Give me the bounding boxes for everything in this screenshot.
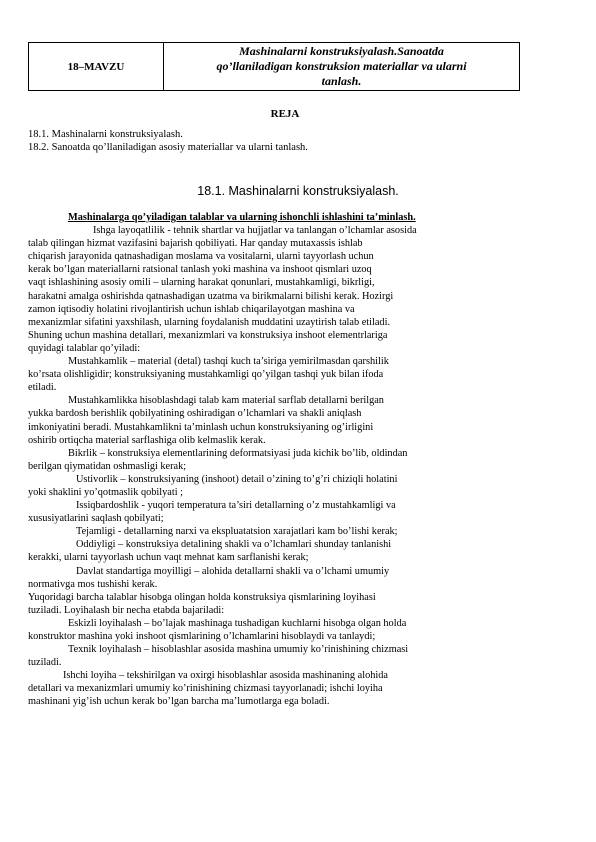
body-line: kerakki, ularni tayyorlash uchun vaqt mehnat kam sarflanishi kerak; [28, 552, 309, 564]
topic-title [164, 43, 520, 91]
body-line: quyidagi talablar qo’yiladi: [28, 342, 141, 354]
topic-header-table [28, 42, 520, 91]
body-line: chiqarish jarayonida qatnashadigan moslama va vositalarni, ularni tayyorlash uchun [28, 251, 374, 263]
body-line: Mustahkamlik – material (detal) tashqi kuch ta’siriga yemirilmasdan qarshilik [68, 356, 389, 368]
body-line: normativga mos tushishi kerak. [28, 578, 158, 590]
body-line: tuziladi. [28, 657, 62, 669]
body-line: talab qilingan hizmat vazifasini bajarish qobiliyati. Har qanday mutaxassis ishlab [28, 238, 363, 250]
body-line: Yuqoridagi barcha talablar hisobga olingan holda konstruksiya qismlarining loyihasi [28, 591, 376, 603]
body-line: mexanizmlar sifatini yaxshilash, ularning foydalanish muddatini uzaytirish talab etiladi. [28, 316, 391, 328]
body-line: oshirib ortiqcha material sarflashiga olib kelmaslik kerak. [28, 434, 266, 446]
plan-item: 18.2. Sanoatda qo’llaniladigan asosiy materiallar va ularni tanlash. [28, 142, 308, 153]
plan-item: 18.1. Mashinalarni konstruksiyalash. [28, 129, 183, 140]
body-line: detallari va mexanizmlari umumiy ko’rinishining chizmasi tayyorlanadi; ishchi loyiha [28, 683, 383, 695]
body-line: xususiyatlarini saqlash qobilyati; [28, 513, 164, 525]
plan-list [28, 128, 308, 154]
body-line: Ishga layoqatlilik - tehnik shartlar va hujjatlar va tanlangan o’lchamlar asosida [93, 225, 417, 237]
topic-number: 18–MAVZU [29, 43, 164, 91]
body-line: imkoniyatini beradi. Mustahkamlikni ta’minlash uchun konstruksiyaning og’irligini [28, 421, 374, 433]
body-line: Issiqbardoshlik - yuqori temperatura ta’siri detallarning o’z mustahkamligi va [76, 500, 396, 512]
subheading: Mashinalarga qo’yiladigan talablar va ularning ishonchli ishlashini ta’minlash. [68, 212, 416, 223]
body-line: Ustivorlik – konstruksiyaning (inshoot) detail o’zining to’g’ri chiziqli holatini [76, 473, 398, 485]
body-line: kerak bo’lgan materiallarni ratsional tanlash yoki mashina va inshoot qismlari uzoq [28, 264, 372, 276]
body-line: Mustahkamlikka hisoblashdagi talab kam material sarflab detallarni berilgan [68, 395, 384, 407]
body-line: yukka bardosh berishlik qobilyatining oshiradigan o’lchamlari va shakli aniqlash [28, 408, 362, 420]
body-line: Ishchi loyiha – tekshirilgan va oxirgi hisoblashlar asosida mashinaning alohida [63, 670, 388, 682]
body-line: Davlat standartiga moyilligi – alohida detallarni shakli va o’lchami umumiy [76, 565, 390, 577]
body-line: Texnik loyihalash – hisoblashlar asosida mashina umumiy ko’rinishining chizmasi [68, 644, 409, 656]
body-line: Tejamligi - detallarning narxi va ekspluatatsion xarajatlari kam bo’lishi kerak; [76, 526, 398, 538]
body-line: Bikrlik – konstruksiya elementlarining deformatsiyasi juda kichik bo’lib, oldindan [68, 447, 408, 459]
body-line: konstruktor mashina yoki inshoot qismlarining o’lchamlarini hisoblaydi va tanlaydi; [28, 631, 376, 642]
section-title: 18.1. Mashinalarni konstruksiyalash. [197, 184, 399, 198]
body-line: harakatni amalga oshirishda qatnashadigan uzatma va birikmalarni bilishi kerak. Hozirgi [28, 290, 394, 302]
plan-heading: REJA [270, 108, 300, 120]
body-line: ko’rsata olishligidir; konstruksiyaning mustahkamligi qo’yilgan tashqi yuk bilan ifoda [28, 369, 384, 381]
body-line: Shuning uchun mashina detallari, mexanizmlari va konstruksiya inshoot elementrlariga [28, 329, 388, 341]
body-line: Eskizli loyihalash – bo’lajak mashinaga tushadigan kuchlarni hisobga olgan holda [68, 617, 407, 629]
body-line: zamon iqtisodiy holatini rivojlantirish uchun ishlab chiqarilayotgan mashina va [28, 303, 355, 315]
topic-title-line: qo’llaniladigan konstruksion materiallar va ularni [216, 59, 467, 73]
body-line: etiladi. [28, 382, 57, 394]
topic-title-line: tanlash. [321, 74, 362, 88]
body-line: Oddiyligi – konstruksiya detalining shakli va o’lchamlari shunday tanlanishi [76, 539, 392, 551]
body-line: mashinani yig’ish uchun kerak bo’lgan barcha ma’lumotlarga ega boladi. [28, 696, 330, 708]
body-text [28, 211, 528, 709]
body-line: berilgan qiymatidan oshmasligi kerak; [28, 460, 187, 472]
topic-title-line: Mashinalarni konstruksiyalash.Sanoatda [239, 44, 444, 58]
body-line: tuziladi. Loyihalash bir necha etabda bajariladi: [28, 604, 225, 616]
body-line: yoki shaklini yo’qotmaslik qobilyati ; [28, 486, 184, 498]
body-line: vaqt ishlashining asosiy omili – ularning harakat qonunlari, mustahkamligi, bikrligi, [28, 277, 375, 289]
